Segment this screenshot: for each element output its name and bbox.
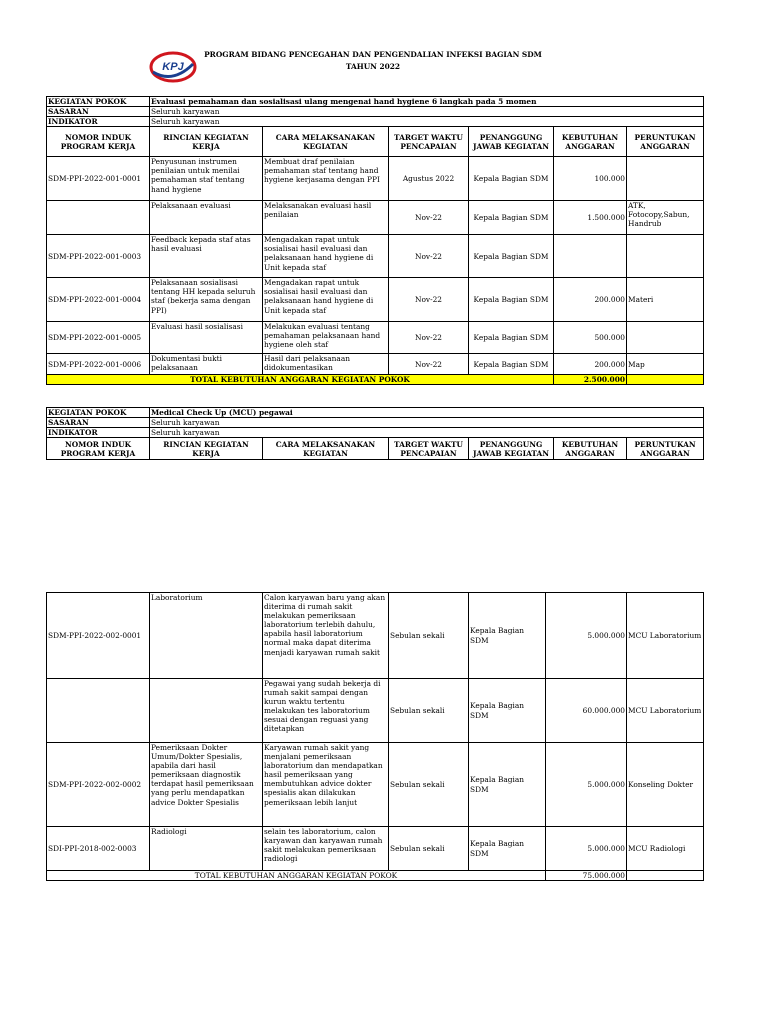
col-peruntukan: PERUNTUKAN ANGGARAN (627, 438, 704, 460)
col-kebutuhan: KEBUTUHAN ANGGARAN (554, 438, 627, 460)
cell-target: Sebulan sekali (389, 743, 469, 827)
cell-pj: Kepala Bagian SDM (469, 322, 554, 354)
cell-kebutuhan: 60.000.000 (546, 679, 627, 743)
cell-cara: Pegawai yang sudah bekerja di rumah sakit sampai dengan kurun waktu tertentu melakukan tes laboratorium sesuai dengan reguasi yang ditetapkan (263, 679, 389, 743)
cell-rincian: Laboratorium (150, 593, 263, 679)
total-empty (627, 375, 704, 385)
cell-nomor: SDM-PPI-2022-001-0006 (47, 354, 150, 375)
cell-nomor: SDM-PPI-2022-001-0004 (47, 278, 150, 322)
cell-cara: Karyawan rumah sakit yang menjalani pemeriksaan laboratorium dan mendapatkan hasil pemeriksaan yang membutuhkan advice dokter spesialis akan dilakukan pemeriksaan lebih lanjut (263, 743, 389, 827)
col-penanggung: PENANGGUNG JAWAB KEGIATAN (469, 438, 554, 460)
cell-kebutuhan: 500.000 (554, 322, 627, 354)
cell-cara: Melakukan evaluasi tentang pemahaman pelaksanaan hand hygiene oleh staf (263, 322, 389, 354)
cell-kebutuhan (554, 235, 627, 278)
cell-pj: Kepala Bagian SDM (469, 827, 546, 871)
cell-peruntukan: MCU Radiologi (627, 827, 704, 871)
kegiatan-pokok-value: Evaluasi pemahaman dan sosialisasi ulang mengenai hand hygiene 6 langkah pada 5 momen (150, 97, 704, 107)
label-kegiatan-pokok: KEGIATAN POKOK (47, 97, 150, 107)
cell-target: Nov-22 (389, 322, 469, 354)
cell-rincian: Radiologi (150, 827, 263, 871)
total-row (47, 375, 704, 385)
cell-cara: Melaksanakan evaluasi hasil penilaian (263, 201, 389, 235)
cell-pj: Kepala Bagian SDM (469, 354, 554, 375)
cell-target: Nov-22 (389, 278, 469, 322)
label-indikator: INDIKATOR (47, 428, 150, 438)
cell-kebutuhan: 100.000 (554, 157, 627, 201)
cell-pj: Kepala Bagian SDM (469, 593, 546, 679)
col-rincian: RINCIAN KEGIATAN KERJA (150, 438, 263, 460)
table-row (47, 679, 704, 743)
cell-peruntukan: Konseling Dokter (627, 743, 704, 827)
cell-nomor (47, 201, 150, 235)
cell-pj: Kepala Bagian SDM (469, 201, 554, 235)
cell-pj: Kepala Bagian SDM (469, 743, 546, 827)
cell-pj: Kepala Bagian SDM (469, 235, 554, 278)
col-cara: CARA MELAKSANAKAN KEGIATAN (263, 127, 389, 157)
cell-target: Agustus 2022 (389, 157, 469, 201)
cell-peruntukan: MCU Laboratorium (627, 679, 704, 743)
cell-kebutuhan: 200.000 (554, 278, 627, 322)
table-row (47, 235, 704, 278)
cell-peruntukan: Materi (627, 278, 704, 322)
cell-pj: Kepala Bagian SDM (469, 679, 546, 743)
cell-kebutuhan: 1.500.000 (554, 201, 627, 235)
cell-nomor: SDM-PPI-2022-002-0002 (47, 743, 150, 827)
cell-rincian: Dokumentasi bukti pelaksanaan (150, 354, 263, 375)
logo-text: KPJ (162, 61, 184, 73)
program-table-1 (46, 96, 704, 385)
program-table-2-header (46, 407, 704, 460)
cell-target: Nov-22 (389, 235, 469, 278)
col-peruntukan: PERUNTUKAN ANGGARAN (627, 127, 704, 157)
table-row (47, 743, 704, 827)
cell-nomor (47, 679, 150, 743)
cell-peruntukan (627, 157, 704, 201)
cell-kebutuhan: 5.000.000 (546, 827, 627, 871)
total-row (47, 871, 704, 881)
cell-nomor: SDM-PPI-2022-001-0003 (47, 235, 150, 278)
col-cara: CARA MELAKSANAKAN KEGIATAN (263, 438, 389, 460)
sasaran-value: Seluruh karyawan (150, 107, 704, 117)
cell-nomor: SDM-PPI-2022-001-0001 (47, 157, 150, 201)
col-rincian: RINCIAN KEGIATAN KERJA (150, 127, 263, 157)
cell-kebutuhan: 200.000 (554, 354, 627, 375)
indikator-value: Seluruh karyawan (150, 428, 704, 438)
document-year: TAHUN 2022 (345, 62, 401, 71)
cell-target: Sebulan sekali (389, 679, 469, 743)
total-label: TOTAL KEBUTUHAN ANGGARAN KEGIATAN POKOK (47, 375, 554, 385)
kegiatan-pokok-value: Medical Check Up (MCU) pegawai (150, 408, 704, 418)
cell-rincian: Pelaksanaan sosialisasi tentang HH kepada seluruh staf (bekerja sama dengan PPI) (150, 278, 263, 322)
cell-cara: Calon karyawan baru yang akan diterima di rumah sakit melakukan pemeriksaan laboratorium terlebih dahulu, apabila hasil laboratorium normal maka dapat diterima menjadi karyawan rumah sakit (263, 593, 389, 679)
cell-cara: selain tes laboratorium, calon karyawan dan karyawan rumah sakit melakukan pemeriksaan radiologi (263, 827, 389, 871)
col-nomor: NOMOR INDUK PROGRAM KERJA (47, 438, 150, 460)
cell-rincian (150, 679, 263, 743)
cell-peruntukan (627, 322, 704, 354)
cell-peruntukan: Map (627, 354, 704, 375)
col-kebutuhan: KEBUTUHAN ANGGARAN (554, 127, 627, 157)
program-table-2-body (46, 592, 704, 881)
table-row (47, 278, 704, 322)
cell-peruntukan (627, 235, 704, 278)
total-empty (627, 871, 704, 881)
cell-cara: Membuat draf penilaian pemahaman staf tentang hand hygiene kerjasama dengan PPI (263, 157, 389, 201)
cell-target: Nov-22 (389, 201, 469, 235)
cell-pj: Kepala Bagian SDM (469, 278, 554, 322)
cell-cara: Mengadakan rapat untuk sosialisai hasil evaluasi dan pelaksanaan hand hygiene di Unit kepada staf (263, 235, 389, 278)
table-row (47, 827, 704, 871)
cell-peruntukan: MCU Laboratorium (627, 593, 704, 679)
cell-rincian: Pelaksanaan evaluasi (150, 201, 263, 235)
col-target: TARGET WAKTU PENCAPAIAN (389, 127, 469, 157)
cell-nomor: SDM-PPI-2022-002-0001 (47, 593, 150, 679)
cell-rincian: Feedback kepada staf atas hasil evaluasi (150, 235, 263, 278)
total-label: TOTAL KEBUTUHAN ANGGARAN KEGIATAN POKOK (47, 871, 546, 881)
col-nomor: NOMOR INDUK PROGRAM KERJA (47, 127, 150, 157)
cell-rincian: Penyusunan instrumen penilaian untuk menilai pemahaman staf tentang hand hygiene (150, 157, 263, 201)
label-sasaran: SASARAN (47, 418, 150, 428)
col-target: TARGET WAKTU PENCAPAIAN (389, 438, 469, 460)
table-row (47, 593, 704, 679)
cell-peruntukan: ATK, Fotocopy,Sabun, Handrub (627, 201, 704, 235)
cell-target: Nov-22 (389, 354, 469, 375)
table-row (47, 201, 704, 235)
kpj-logo (148, 50, 198, 84)
col-penanggung: PENANGGUNG JAWAB KEGIATAN (469, 127, 554, 157)
table-row (47, 157, 704, 201)
document-title: PROGRAM BIDANG PENCEGAHAN DAN PENGENDALIAN INFEKSI BAGIAN SDM (204, 50, 542, 59)
label-sasaran: SASARAN (47, 107, 150, 117)
table-row (47, 354, 704, 375)
cell-kebutuhan: 5.000.000 (546, 593, 627, 679)
total-value: 2.500.000 (554, 375, 627, 385)
cell-target: Sebulan sekali (389, 827, 469, 871)
cell-nomor: SDM-PPI-2022-001-0005 (47, 322, 150, 354)
cell-rincian: Pemeriksaan Dokter Umum/Dokter Spesialis, apabila dari hasil pemeriksaan diagnostik terdapat hasil pemeriksaan yang perlu mendapatkan advice Dokter Spesialis (150, 743, 263, 827)
cell-kebutuhan: 5.000.000 (546, 743, 627, 827)
label-indikator: INDIKATOR (47, 117, 150, 127)
sasaran-value: Seluruh karyawan (150, 418, 704, 428)
cell-nomor: SDI-PPI-2018-002-0003 (47, 827, 150, 871)
cell-rincian: Evaluasi hasil sosialisasi (150, 322, 263, 354)
cell-cara: Hasil dari pelaksanaan didokumentasikan (263, 354, 389, 375)
total-value: 75.000.000 (546, 871, 627, 881)
table-row (47, 322, 704, 354)
cell-cara: Mengadakan rapat untuk sosialisai hasil evaluasi dan pelaksanaan hand hygiene di Unit kepada staf (263, 278, 389, 322)
cell-pj: Kepala Bagian SDM (469, 157, 554, 201)
cell-target: Sebulan sekali (389, 593, 469, 679)
indikator-value: Seluruh karyawan (150, 117, 704, 127)
label-kegiatan-pokok: KEGIATAN POKOK (47, 408, 150, 418)
